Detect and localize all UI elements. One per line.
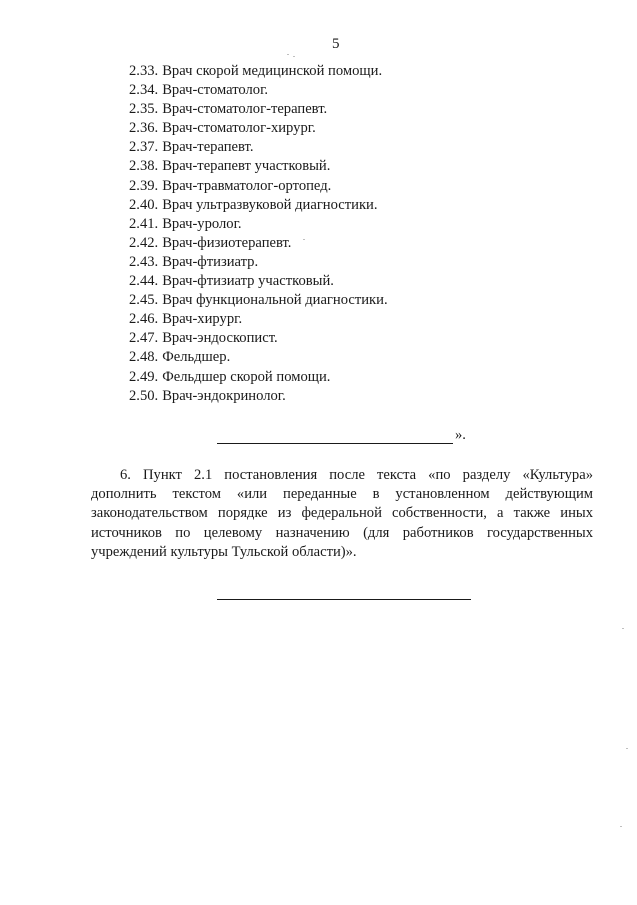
- list-item-number: 2.42.: [129, 234, 159, 251]
- list-item-text: Врач-уролог.: [162, 215, 242, 232]
- list-item: [129, 215, 388, 234]
- scan-speck: [303, 239, 305, 240]
- list-item-text: Врач-стоматолог.: [162, 82, 269, 99]
- paragraph-6: [91, 466, 593, 562]
- list-item-number: 2.34.: [129, 82, 159, 99]
- closing-quote-mark: ».: [455, 427, 466, 443]
- paragraph-line: источников по целевому назначению (для работников государственных: [91, 524, 593, 541]
- list-item-number: 2.41.: [129, 215, 159, 232]
- closing-line: [217, 427, 466, 444]
- end-rule: [217, 599, 471, 600]
- list-item-text: Врач-эндоскопист.: [162, 330, 278, 347]
- list-item-text: Врач-стоматолог-терапевт.: [162, 101, 328, 118]
- list-item: [129, 329, 388, 348]
- list-item: [129, 368, 388, 387]
- list-item-number: 2.43.: [129, 253, 159, 270]
- list-item-text: Фельдшер скорой помощи.: [162, 368, 331, 385]
- list-item-number: 2.47.: [129, 330, 159, 347]
- paragraph-line: дополнить текстом «или переданные в установленном действующим: [91, 486, 593, 503]
- list-item-text: Врач-стоматолог-хирург.: [162, 120, 316, 137]
- profession-list: [129, 62, 388, 406]
- list-item: [129, 272, 388, 291]
- page-number: 5: [332, 36, 340, 52]
- list-item-text: Врач-фтизиатр участковый.: [162, 273, 334, 290]
- list-item-text: Врач-эндокринолог.: [162, 387, 286, 404]
- list-item-text: Врач функциональной диагностики.: [162, 292, 388, 309]
- list-item-number: 2.46.: [129, 311, 159, 328]
- paragraph-line: 6. Пункт 2.1 постановления после текста «по разделу «Культура»: [120, 467, 593, 483]
- list-item-number: 2.35.: [129, 101, 159, 118]
- list-item: [129, 81, 388, 100]
- list-item-number: 2.45.: [129, 292, 159, 309]
- scan-speck: [293, 56, 295, 57]
- closing-underline: [217, 429, 453, 444]
- list-item: [129, 62, 388, 81]
- list-item-text: Врач скорой медицинской помощи.: [162, 63, 383, 79]
- list-item-number: 2.36.: [129, 120, 159, 137]
- list-item-number: 2.37.: [129, 139, 159, 156]
- scan-speck: [620, 826, 622, 827]
- scan-speck: [622, 628, 624, 629]
- list-item-number: 2.49.: [129, 368, 159, 385]
- list-item: [129, 177, 388, 196]
- list-item: [129, 157, 388, 176]
- list-item: [129, 138, 388, 157]
- list-item-text: Врач ультразвуковой диагностики.: [162, 196, 378, 213]
- list-item-number: 2.48.: [129, 349, 159, 366]
- list-item: [129, 100, 388, 119]
- list-item-text: Врач-терапевт.: [162, 139, 254, 156]
- list-item: [129, 310, 388, 329]
- scan-speck: [287, 54, 289, 55]
- list-item: [129, 253, 388, 272]
- paragraph-line: законодательством порядке из федеральной собственности, а также иных: [91, 505, 593, 522]
- list-item-number: 2.40.: [129, 196, 159, 213]
- list-item: [129, 234, 388, 253]
- list-item-number: 2.50.: [129, 387, 159, 404]
- list-item-number: 2.44.: [129, 273, 159, 290]
- list-item-text: Врач-терапевт участковый.: [162, 158, 331, 175]
- list-item-number: 2.38.: [129, 158, 159, 175]
- list-item: [129, 196, 388, 215]
- list-item: [129, 119, 388, 138]
- scan-speck: [626, 748, 628, 749]
- list-item-number: 2.33.: [129, 63, 159, 79]
- list-item: [129, 348, 388, 367]
- list-item: [129, 291, 388, 310]
- list-item: [129, 387, 388, 406]
- paragraph-line: учреждений культуры Тульской области)».: [91, 543, 357, 560]
- list-item-text: Врач-хирург.: [162, 311, 243, 328]
- list-item-text: Врач-физиотерапевт.: [162, 234, 292, 251]
- list-item-text: Врач-фтизиатр.: [162, 253, 259, 270]
- list-item-number: 2.39.: [129, 177, 159, 194]
- list-item-text: Врач-травматолог-ортопед.: [162, 177, 332, 194]
- list-item-text: Фельдшер.: [162, 349, 231, 366]
